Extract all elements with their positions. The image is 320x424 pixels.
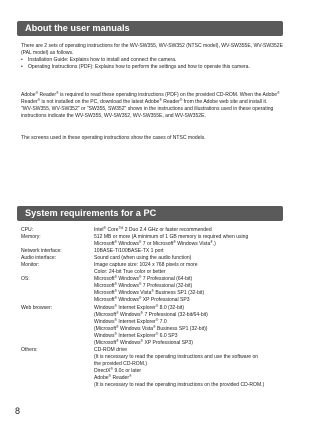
manuals-intro [21, 43, 283, 71]
list-item: • Operating Instructions (PDF): Explains how to perform the settings and how to operate this camera. [21, 64, 283, 71]
req-network: Network interface: 10BASE-T/100BASE-TX 1 port [21, 248, 164, 255]
models-note: "WV-SW355, WV-SW352" or "SW355, SW352" shown in the instructions and illustrations used in these operating instructions indicate the WV-SW355, WV-SW352, WV-SW355E, and WV-SW352E. [21, 106, 274, 120]
intro-text: There are 2 sets of operating instructions for the WV-SW355, WV-SW352 (NTSC model), WV-SW355E, WV-SW352E (PAL model) as follows. [21, 43, 283, 57]
section-header-system-requirements [17, 206, 283, 221]
section-header-user-manuals [17, 21, 283, 36]
section-title: About the user manuals [25, 23, 130, 33]
req-others: Others: CD-ROM drive (It is necessary to read the operating instructions and use the software on the provided CD-ROM.) DirectX® 9.0c or later Adobe® Reader® (It is necessary to read the operating instructions on the provided CD-ROM.) [21, 346, 265, 389]
list-item: • Installation Guide: Explains how to install and connect the camera. [21, 57, 283, 64]
req-memory: Memory: 512 MB or more (A minimum of 1 GB memory is required when using Microsoft® Windows® 7 or Microsoft® Windows Vista®.) [21, 234, 249, 248]
screens-note: The screens used in these operating instructions show the cases of NTSC models. [21, 135, 206, 141]
manual-list [21, 57, 283, 71]
req-audio: Audio interface: Sound card (when using the audio function) [21, 255, 192, 262]
requirements-table [21, 227, 283, 389]
adobe-reader-note: Adobe® Reader® is required to read these operating instructions (PDF) on the provided CD-ROM. When the Adobe® Reader® is not installed on the PC, download the latest Adobe® Reader® from the Adobe web site and install it. "WV-SW355, WV-SW352" or "SW355, SW352" shown in the instructions and illustrations used in these operating instructions indicate the WV-SW355, WV-SW352, WV-SW355E, and WV-SW352E. [21, 92, 283, 120]
req-os: OS: Microsoft® Windows® 7 Professional (64-bit) Microsoft® Windows® 7 Professional (32-bit) Microsoft® Windows Vista® Business SP1 (32-bit) Microsoft® Windows® XP Professional SP3 [21, 275, 205, 304]
page-number: 8 [15, 406, 21, 416]
req-monitor: Monitor: Image capture size: 1024 x 768 pixels or more Color: 24-bit True color or better [21, 262, 198, 276]
req-browser: Web browser: Windows® Internet Explorer® 8.0 (32-bit) (Microsoft® Windows® 7 Professional (32-bit/64-bit) Windows® Internet Explorer® 7.0 (Microsoft® Windows Vista® Business SP1 (32-bit)) Windows® Internet Explorer® 6.0 SP3 (Microsoft® Windows® XP Professional SP3) [21, 303, 208, 346]
req-cpu: CPU: Intel® Core™ 2 Duo 2.4 GHz or faster recommended [21, 226, 212, 233]
section-title: System requirements for a PC [25, 208, 157, 218]
